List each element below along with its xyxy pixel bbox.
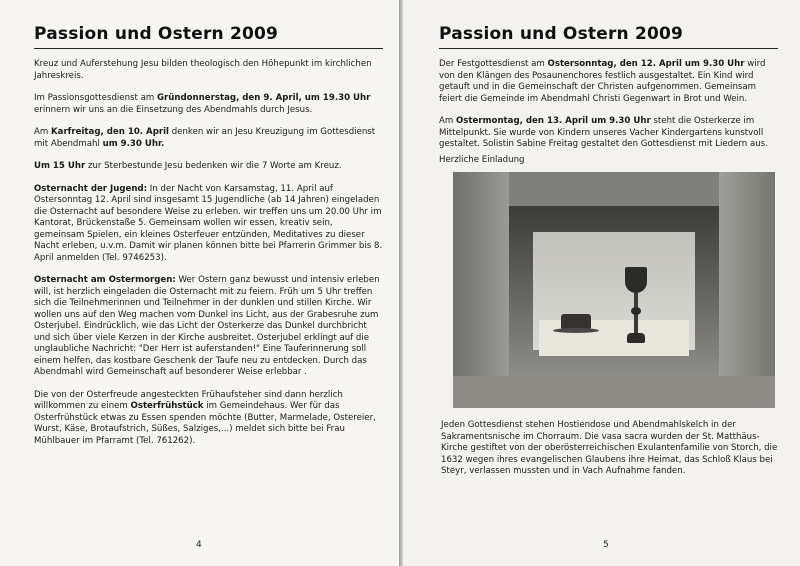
invitation-line: Herzliche Einladung	[439, 154, 525, 165]
right-page	[403, 0, 800, 566]
youth-easter-night-paragraph: Osternacht der Jugend: In der Nacht von Karsamstag, 11. April auf Ostersonntag 12. April sind insgesamt 15 Jugendliche (ab 14 Jahren) eingeladen die Osternacht auf besondere Weise zu erleben. wir treffen uns um 20.00 Uhr im Kantorat, Brückenstaße 5. Gemeinsam wollen wir essen, kreativ sein, gemeinsam Spielen, ein kleines Osterfeuer entzünden, Meditatives zu dieser Nacht erleben, u.v.m. Damit wir planen können bitte bei Pfarrerin Grimmer bis 8. April anmelden (Tel. 9746253).	[34, 183, 383, 263]
page-title: Passion und Ostern 2009	[439, 24, 684, 44]
easter-monday-paragraph: Am Ostermontag, den 13. April um 9.30 Uhr steht die Osterkerze im Mittelpunkt. Sie wurde von Kindern unseres Vacher Kindergartens kunstvoll gestaltet. Solistin Sabine Freitag gestaltet den Gottesdienst mit Liedern aus.	[439, 116, 768, 149]
maundy-thursday-paragraph: Im Passionsgottesdienst am Gründonnerstag, den 9. April, um 19.30 Uhr erinnern wir uns an die Einsetzung des Abendmahls durch Jesus.	[34, 93, 371, 115]
chalice	[625, 267, 647, 347]
title-rule	[34, 48, 383, 49]
page-number: 4	[196, 540, 202, 550]
good-friday-paragraph: Am Karfreitag, den 10. April denken wir an Jesu Kreuzigung im Gottesdienst mit Abendmahl um 9.30 Uhr.	[34, 127, 376, 149]
easter-breakfast-paragraph: Die von der Osterfreude angesteckten Frühaufsteher sind dann herzlich willkommen zu einem Osterfrühstück im Gemeindehaus. Wer für das Osterfrühstück etwas zu Essen spenden möchte (Butter, Marmelade, Ostereier, Wurst, Käse, Brotaufstrich, Süßes, Salziges,...) meldet sich bitte bei Frau Mühlbauer im Pfarramt (Tel. 761262).	[34, 389, 376, 446]
title-rule	[439, 48, 778, 49]
sacrament-niche-photo	[453, 172, 775, 408]
intro-paragraph: Kreuz und Auferstehung Jesu bilden theologisch den Höhepunkt im kirchlichen Jahreskreis.	[34, 59, 372, 81]
page-title: Passion und Ostern 2009	[34, 24, 279, 44]
easter-morning-paragraph: Osternacht am Ostermorgen: Wer Ostern ganz bewusst und intensiv erleben will, ist herzlich eingeladen die Osternacht mit zu feiern. Früh um 5 Uhr treffen sich die Teilnehmerinnen und Teilnehmer in der dunklen und stillen Kirche. Wir wollen uns auf den Weg machen vom Dunkel ins Licht, aus der Grabesruhe zum Osterjubel. Eindrücklich, wie das Licht der Osterkerze das Dunkel durchbricht und sich über viele Kerzen in der Kirche ausbreitet. Osterjubel erklingt auf die unglaubliche Nachricht: "Der Herr ist auferstanden!" Eine Tauferinnerung soll einem helfen, das kostbare Geschenk der Taufe neu zu entdecken. Durch das Abendmahl wird Gemeinschaft auf besonderer Weise erlebbar .	[34, 275, 380, 377]
easter-sunday-paragraph: Der Festgottesdienst am Ostersonntag, den 12. April um 9.30 Uhr wird von den Klängen des Posaunenchores festlich ausgestaltet. Ein Kind wird getauft und in die Gemeinschaft der Christen aufgenommen. Gemeinsam feiert die Gemeinde im Abendmahl Christi Gegenwart in Brot und Wein.	[439, 59, 766, 104]
left-page	[0, 0, 399, 566]
photo-caption: Jeden Gottesdienst stehen Hostiendose und Abendmahlskelch in der Sakramentsnische im Chorraum. Die vasa sacra wurden der St. Matthäus-Kirche gestiftet von der oberösterreichischen Exulantenfamilie von Storch, die 1632 wegen ihres evangelischen Glaubens ihre Heimat, das Schloß Klaus bei Steyr, verlassen mussten und in Vach Aufnahme fanden.	[441, 420, 778, 476]
page-number: 5	[603, 540, 609, 550]
hour-of-death-paragraph: Um 15 Uhr zur Sterbestunde Jesu bedenken wir die 7 Worte am Kreuz.	[34, 161, 342, 171]
